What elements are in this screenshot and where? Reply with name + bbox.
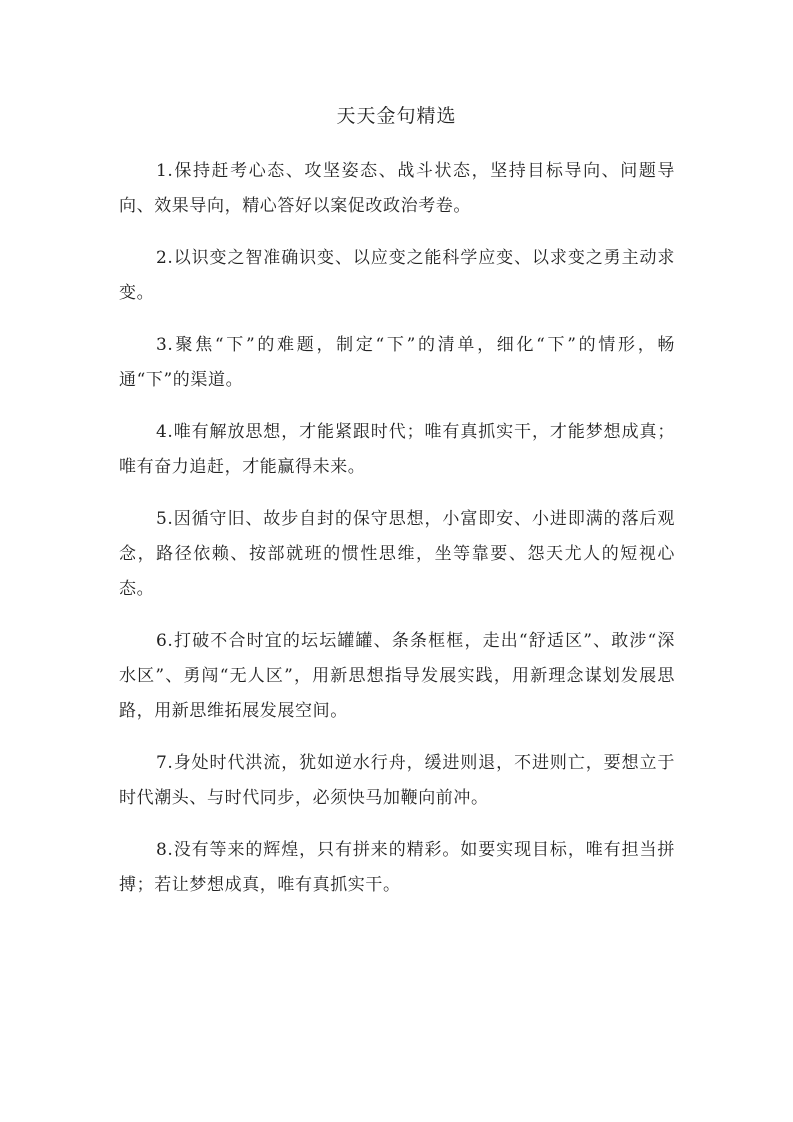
paragraph-2: 2.以识变之智准确识变、以应变之能科学应变、以求变之勇主动求变。 xyxy=(119,248,675,303)
paragraph-5: 5.因循守旧、故步自封的保守思想，小富即安、小进即满的落后观念，路径依赖、按部就班的惯性思维，坐等靠要、怨天尤人的短视心态。 xyxy=(119,509,675,599)
document-title: 天天金句精选 xyxy=(336,105,457,127)
paragraph-1: 1.保持赶考心态、攻坚姿态、战斗状态，坚持目标导向、问题导向、效果导向，精心答好以案促改政治考卷。 xyxy=(119,161,675,216)
paragraph-8: 8.没有等来的辉煌，只有拼来的精彩。如要实现目标，唯有担当拼搏；若让梦想成真，唯有真抓实干。 xyxy=(119,840,675,895)
paragraph-6: 6.打破不合时宜的坛坛罐罐、条条框框，走出“舒适区”、敢涉“深水区”、勇闯“无人区”，用新思想指导发展实践，用新理念谋划发展思路，用新思维拓展发展空间。 xyxy=(119,631,675,721)
document-body xyxy=(119,154,675,920)
paragraph-4: 4.唯有解放思想，才能紧跟时代；唯有真抓实干，才能梦想成真；唯有奋力追赶，才能赢得未来。 xyxy=(119,422,675,477)
paragraph-7: 7.身处时代洪流，犹如逆水行舟，缓进则退，不进则亡，要想立于时代潮头、与时代同步，必须快马加鞭向前冲。 xyxy=(119,753,675,808)
paragraph-3: 3.聚焦“下”的难题，制定“下”的清单，细化“下”的情形，畅通“下”的渠道。 xyxy=(119,335,675,390)
